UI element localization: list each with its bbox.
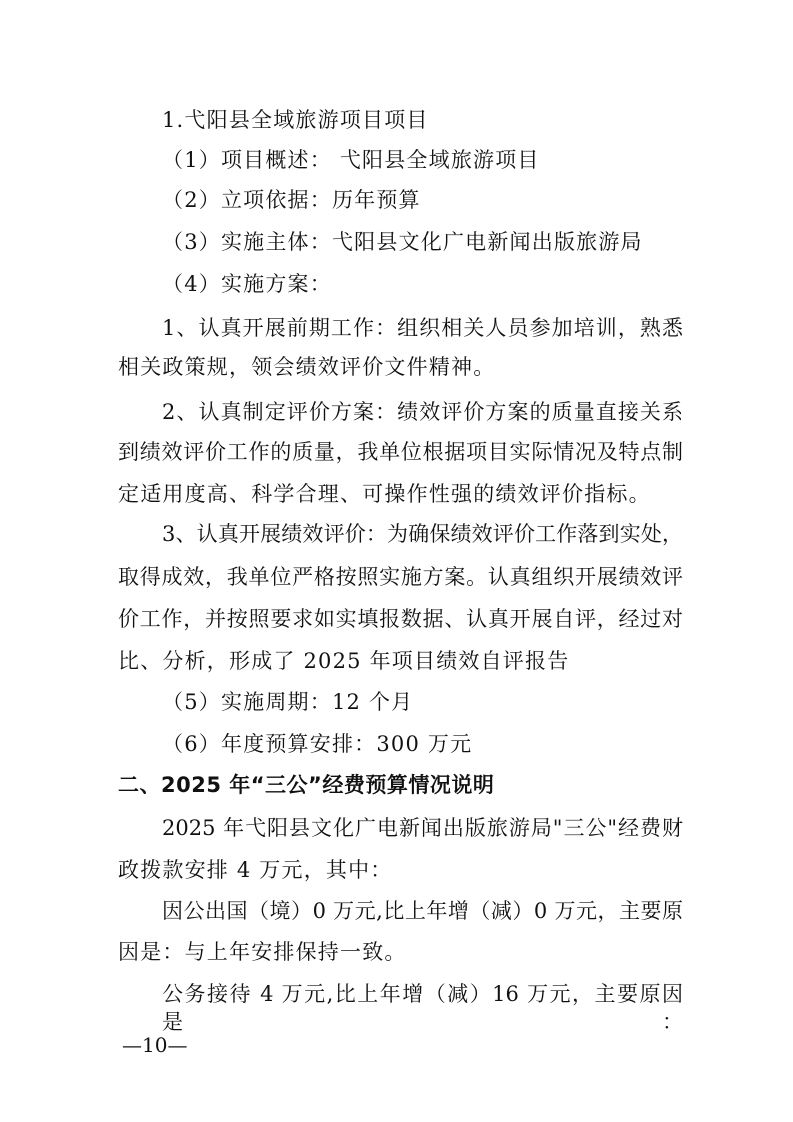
page-number: —10— [122, 1033, 188, 1057]
section-p3-line-1: 公务接待 4 万元,比上年增（减）16 万元，主要原因是： [162, 982, 683, 1034]
section-p1-line-2: 政拨款安排 4 万元，其中： [118, 858, 393, 882]
project-title: 1.弋阳县全域旅游项目项目 [162, 108, 429, 132]
section-heading: 二、2025 年“三公”经费预算情况说明 [118, 773, 495, 797]
section-p2-line-2: 因是：与上年安排保持一致。 [118, 940, 407, 964]
plan-step-2-line-2: 到绩效评价工作的质量，我单位根据项目实际情况及特点制 [118, 440, 683, 464]
item-overview: （1）项目概述： 弋阳县全域旅游项目 [162, 148, 540, 172]
plan-step-3-line-2: 取得成效，我单位严格按照实施方案。认真组织开展绩效评 [118, 565, 683, 589]
plan-step-1-line-1: 1、认真开展前期工作：组织相关人员参加培训，熟悉 [162, 316, 683, 340]
plan-step-1-line-2: 相关政策规，领会绩效评价文件精神。 [118, 355, 496, 379]
item-plan: （4）实施方案： [162, 272, 332, 296]
plan-step-3-line-4: 比、分析，形成了 2025 年项目绩效自评报告 [118, 649, 570, 673]
item-subject: （3）实施主体：弋阳县文化广电新闻出版旅游局 [162, 230, 643, 254]
plan-step-3-line-3: 价工作，并按照要求如实填报数据、认真开展自评，经过对 [118, 607, 683, 631]
item-budget: （6）年度预算安排：300 万元 [162, 732, 473, 756]
section-p2-line-1: 因公出国（境）0 万元,比上年增（减）0 万元，主要原 [162, 899, 683, 923]
item-basis: （2）立项依据：历年预算 [162, 188, 421, 212]
plan-step-2-line-3: 定适用度高、科学合理、可操作性强的绩效评价指标。 [118, 482, 651, 506]
plan-step-2-line-1: 2、认真制定评价方案：绩效评价方案的质量直接关系 [162, 400, 683, 424]
item-period: （5）实施周期：12 个月 [162, 690, 414, 714]
plan-step-3-line-1: 3、认真开展绩效评价：为确保绩效评价工作落到实处， [162, 522, 683, 546]
section-p1-line-1: 2025 年弋阳县文化广电新闻出版旅游局"三公"经费财 [162, 816, 683, 840]
